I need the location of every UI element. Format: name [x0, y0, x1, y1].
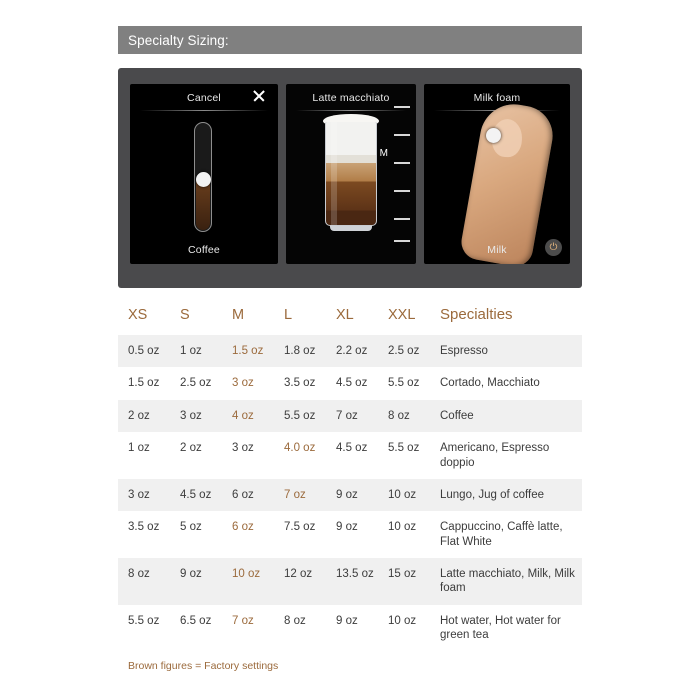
table-row	[118, 479, 582, 511]
table-cell-size: 0.5 oz	[118, 335, 170, 367]
column-header-xs: XS	[128, 307, 148, 323]
table-cell-size: 1.5 oz	[222, 335, 274, 367]
table-cell-specialty: Lungo, Jug of coffee	[430, 479, 582, 511]
machine-display-photo	[118, 68, 582, 288]
column-header-xl: XL	[336, 307, 354, 323]
table-cell-size: 2.5 oz	[180, 377, 212, 390]
coffee-label: Coffee	[188, 244, 220, 256]
table-cell-size: 4.5 oz	[336, 442, 368, 455]
table-cell-size: 10 oz	[388, 614, 417, 627]
table-cell-size: 8 oz	[284, 614, 306, 627]
machine-screens	[130, 84, 570, 272]
table-cell-specialty: Hot water, Hot water for green tea	[440, 614, 561, 642]
divider-line	[140, 110, 268, 111]
table-row	[118, 432, 582, 479]
table-cell-size: 6 oz	[222, 479, 274, 511]
milk-slider-knob[interactable]	[486, 128, 501, 143]
table-body	[118, 335, 582, 652]
table-row	[118, 367, 582, 399]
glass-base	[330, 226, 372, 231]
scale-mark-label: M	[379, 148, 388, 159]
table-cell-size: 4.5 oz	[170, 479, 222, 511]
table-cell-size: 2 oz	[118, 400, 170, 432]
latte-glass-graphic	[325, 122, 377, 226]
table-cell-size: 9 oz	[336, 521, 358, 534]
table-cell-specialty: Americano, Espresso doppio	[440, 442, 550, 469]
table-cell-size: 1 oz	[170, 335, 222, 367]
table-cell-specialty: Latte macchiato, Milk, Milk foam	[430, 558, 582, 605]
table-cell-size: 5 oz	[180, 521, 202, 534]
table-row	[118, 605, 582, 652]
table-cell-size: 1 oz	[128, 442, 150, 455]
table-cell-size: 3.5 oz	[284, 377, 316, 390]
table-cell-size: 7 oz	[232, 614, 254, 627]
table-row	[118, 400, 582, 432]
table-cell-size: 10 oz	[388, 521, 417, 534]
table-cell-size: 5.5 oz	[388, 442, 420, 455]
glass-highlight	[331, 122, 337, 225]
power-icon[interactable]: ⏻	[545, 239, 562, 256]
table-cell-size: 2 oz	[180, 442, 202, 455]
beverage-preview-screen	[286, 84, 416, 264]
section-header-bar	[118, 26, 582, 54]
column-header-xxl: XXL	[388, 307, 416, 323]
table-cell-size: 5.5 oz	[388, 377, 420, 390]
column-header-m: M	[232, 307, 245, 323]
table-cell-size: 7 oz	[326, 400, 378, 432]
table-cell-size: 5.5 oz	[274, 400, 326, 432]
coffee-slider-knob[interactable]	[196, 172, 211, 187]
milk-foam-label: Milk foam	[473, 92, 521, 104]
table-cell-size: 4.0 oz	[284, 442, 316, 455]
table-cell-specialty: Coffee	[430, 400, 582, 432]
close-icon[interactable]	[252, 89, 266, 103]
table-cell-specialty: Cappuccino, Caffè latte, Flat White	[440, 521, 563, 548]
table-cell-size: 3 oz	[118, 479, 170, 511]
column-header-l: L	[284, 307, 293, 323]
finger-touch-photo	[459, 99, 558, 264]
table-row	[118, 558, 582, 605]
table-cell-size: 9 oz	[326, 479, 378, 511]
table-cell-specialty: Espresso	[430, 335, 582, 367]
table-cell-size: 15 oz	[378, 558, 430, 605]
volume-scale-ticks	[390, 106, 410, 242]
milk-label: Milk	[487, 244, 507, 256]
table-cell-size: 4 oz	[222, 400, 274, 432]
table-cell-size: 1.8 oz	[274, 335, 326, 367]
table-cell-size: 3 oz	[170, 400, 222, 432]
cancel-label[interactable]: Cancel	[187, 92, 221, 104]
table-cell-specialty: Cortado, Macchiato	[440, 377, 540, 390]
table-cell-size: 7 oz	[274, 479, 326, 511]
table-cell-size: 3 oz	[232, 377, 254, 390]
table-row	[118, 335, 582, 367]
specialty-sizing-table	[118, 300, 582, 652]
table-cell-size: 8 oz	[378, 400, 430, 432]
column-header-s: S	[180, 307, 190, 323]
table-cell-size: 7.5 oz	[284, 521, 316, 534]
table-cell-size: 12 oz	[274, 558, 326, 605]
table-cell-size: 13.5 oz	[326, 558, 378, 605]
table-cell-size: 3 oz	[232, 442, 254, 455]
table-cell-size: 3.5 oz	[128, 521, 160, 534]
table-cell-size: 6.5 oz	[180, 614, 212, 627]
table-cell-size: 1.5 oz	[128, 377, 160, 390]
table-cell-size: 10 oz	[378, 479, 430, 511]
table-cell-size: 4.5 oz	[336, 377, 368, 390]
table-row	[118, 511, 582, 558]
footnote-text: Brown figures = Factory settings	[128, 660, 279, 672]
column-header-specialties: Specialties	[440, 306, 513, 323]
beverage-name-label: Latte macchiato	[312, 92, 390, 104]
milk-foam-slider-screen	[424, 84, 570, 264]
table-cell-size: 2.5 oz	[378, 335, 430, 367]
page-title: Specialty Sizing:	[128, 32, 229, 48]
table-cell-size: 5.5 oz	[128, 614, 160, 627]
table-cell-size: 6 oz	[232, 521, 254, 534]
table-cell-size: 2.2 oz	[326, 335, 378, 367]
table-cell-size: 9 oz	[336, 614, 358, 627]
table-cell-size: 10 oz	[222, 558, 274, 605]
table-cell-size: 8 oz	[118, 558, 170, 605]
table-header-row	[118, 300, 582, 335]
table-cell-size: 9 oz	[170, 558, 222, 605]
coffee-slider-screen	[130, 84, 278, 264]
